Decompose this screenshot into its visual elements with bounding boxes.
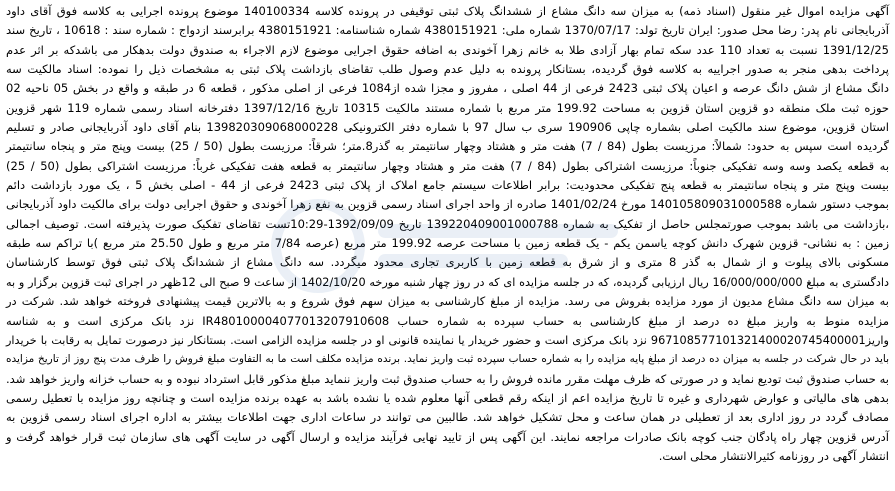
- notice-line: انتشار آگهی در روزنامه کثیرالانتشار محلی است.: [658, 448, 889, 463]
- notice-line: بموجب دستور شماره 140105809031000588 مورخ 1401/02/24 صادره از واحد اجرای اسناد رسمی قزوین به نفع زهرا آخوندی و حقوق اجرایی دولت برای مالکیت داود آذربایجانی: [6, 197, 889, 212]
- notice-line: به قطعه یکصد وسه وسه تفکیکی جنوباً: مرزیست اشتراکی بطول (84 / 7) هفت متر و هشتاد وچهار سانتیمتر به قطعه هفت تفکیکی غرباً: مرزیست اشتراکی بطول (50 / 25): [6, 158, 890, 173]
- notice-line: زمین : به نشانی- قزوین شهرک دانش کوچه یاسمن یکم - یک قطعه زمین با مساحت عرصه 199.92 متر مربع (عرصه 7/84 متر مربع و طول 25.50 متر مربع )با تراکم سه طبقه: [6, 236, 889, 251]
- notice-line: استان قزوین، موضوع سند مالکیت اصلی بشماره چاپی 190906 سری ب سال 97 با شماره دفتر الکترونیکی 139820309068000228 بنام آقای داود آذربایجانی صادر و تسلیم: [6, 120, 890, 135]
- notice-line: گردیده است سپس به حدود: شمالاً: مرزیست بطول (84 / 7) هفت متر و هشتاد وچهار سانتیمتر به گذر8.متر؛ شرقاً: مرزیست بطول (50 / 25) بیست وپنج متر و پنجاه سانتیمتر: [6, 139, 890, 154]
- notice-line: 1391/12/25 نسبت به تعداد 110 عدد سکه تمام بهار آزادی طلا به خانم زهرا آخوندی به اضافه حقوق اجرایی موضوع لازم الاجراء به صندوق دولت بدهکار می باشدکه بر اثر عدم: [6, 42, 889, 57]
- notice-line: باید در حال شرکت در جلسه به میزان ده درصد از مبلغ پایه مزایده را به شماره حساب سپرده ثبت واریز نماید. برنده مزایده مکلف است ما به التفاوت مبلغ فروش را ظرف مدت پنج روز از تاریخ مزایده: [6, 353, 889, 366]
- notice-line: دادگستری به مبلغ 16/000/000/000 ریال ارزیابی گردیده، که در جلسه مزایده ای که در روز چهار شنبه مورخه 1402/10/20 از ساعت 9 صبح الی 12ظهر در اجرای ثبت قزوین برگزار و به: [6, 275, 890, 289]
- notice-line: مزایده منوط به واریز مبلغ ده درصد از مبلغ کارشناسی به حساب سپرده به شماره حساب IR480100004077013207910608 نزد بانک مرکزی است و به شناسه: [6, 313, 889, 328]
- notice-line: به حساب صندوق ثبت تودیع نماید و در صورتی که ظرف مهلت مقرر مانده فروش را به حساب صندوق ثبت واریز ننماید مبلغ مذکور قابل استرداد نبوده و به حساب خزانه واریز خواهد شد.: [6, 371, 889, 386]
- notice-line: بیست وپنج متر و پنجاه سانتیمتر به قطعه پنج تفکیکی محدودیت: برابر اطلاعات سیستم جامع املاک از پلاک ثبتی 2423 فرعی از 44 - اصلی بخش 5 ، یک مورد بازداشت دائم: [6, 178, 889, 193]
- auction-notice: [4, 2, 891, 489]
- notice-line: به میزان سه دانگ مشاع مدیون از مورد مزایده بفروش می رسد. مزایده از مبلغ کارشناسی به میزان سهم فوق شروع و به بالاترین قیمت پیشنهادی فروخته خواهد شد. شرکت در: [6, 294, 889, 309]
- notice-line: واریز967108577101321400020745400001 نزد بانک مرکزی است و حضور خریدار یا نماینده قانونی او در جلسه مزایده الزامی است. بستانکار نیز درصورت تمایل به رقابت با خریدار: [6, 333, 889, 347]
- notice-line: پرداخت بدهی منجر به صدور اجراییه به کلاسه فوق گردیده، بستانکار پرونده به دلیل عدم وصول طلب تقاضای بازداشت پلاک ثبتی به مشخصات ذیل را نموده: اسناد مالکیت سه: [6, 62, 889, 77]
- notice-line: مسکونی بالای پیلوت و از شمال به گذر 8 متری و از شرق به قطعه زمین با کاربری تجاری محدود میگردد. سه دانگ مشاع از ششدانگ پلاک ثبتی فوق توسط کارشناسان: [6, 255, 889, 270]
- notice-line: حوزه ثبت ملک منطقه دو قزوین استان قزوین به مساحت 199.92 متر مربع با شماره مستند مالکیت 10315 تاریخ 1397/12/16 دفترخانه اسناد رسمی شماره 119 شهر قزوین: [6, 100, 890, 115]
- notice-line: آدرس قزوین چهار راه پادگان جنب کوچه بانک صادرات مراجعه نمایند. این آگهی پس از تایید نهایی فرآیند مزایده و ارسال آگهی در سایت آگهی های سازمان ثبت قرار خواهد گرفت و: [6, 429, 889, 444]
- notice-line: آگهی مزایده اموال غیر منقول (اسناد ذمه) به میزان سه دانگ مشاع از ششدانگ پلاک ثبتی توقیفی در پرونده کلاسه 140100334 موضوع پرونده اجرایی به کلاسه فوق آقای داود: [6, 4, 889, 18]
- notice-line: بدهی های مالیاتی و عوارض شهرداری و غیره تا تاریخ مزایده اعم از اینکه رقم قطعی آنها معلوم شده یا نشده باشد به عهده برنده مزایده است و چنانچه روز مزایده با تعطیل رسمی: [6, 390, 889, 405]
- notice-line: ،بازداشت می باشد بموجب صورتمجلس حاصل از تفکیک به شماره 139220409001000788 تاریخ 1392/09/09-10:29تست تقاضای تفکیک صورت پذیرفته است. توصیف اجمالی: [6, 216, 889, 231]
- notice-line: آذربایجانی نام پدر: رضا محل صدور: ایران تاریخ تولد: 1370/07/17 شماره ملی: 4380151921 شماره شناسنامه: 4380151921 برابرسند ازدواج : شماره سند : 10618 ، تاریخ سند: [6, 23, 889, 38]
- notice-line: مصادف گردد در روز اداری بعد از تعطیلی در همان ساعت و محل تشکیل خواهد شد. طالبین می توانند در ساعات اداری جهت اطلاعات بیشتر به اداره اجرای اسناد رسمی قزوین به: [6, 410, 889, 425]
- notice-line: دانگ مشاع از شش دانگ عرصه و اعیان پلاک ثبتی 2423 فرعی از 44 اصلی ، مفروز و مجزا شده از1084 فرعی از اصلی مذکور ، قطعه 6 در طبقه و واقع در بخش 05 ناحیه 02: [6, 81, 889, 96]
